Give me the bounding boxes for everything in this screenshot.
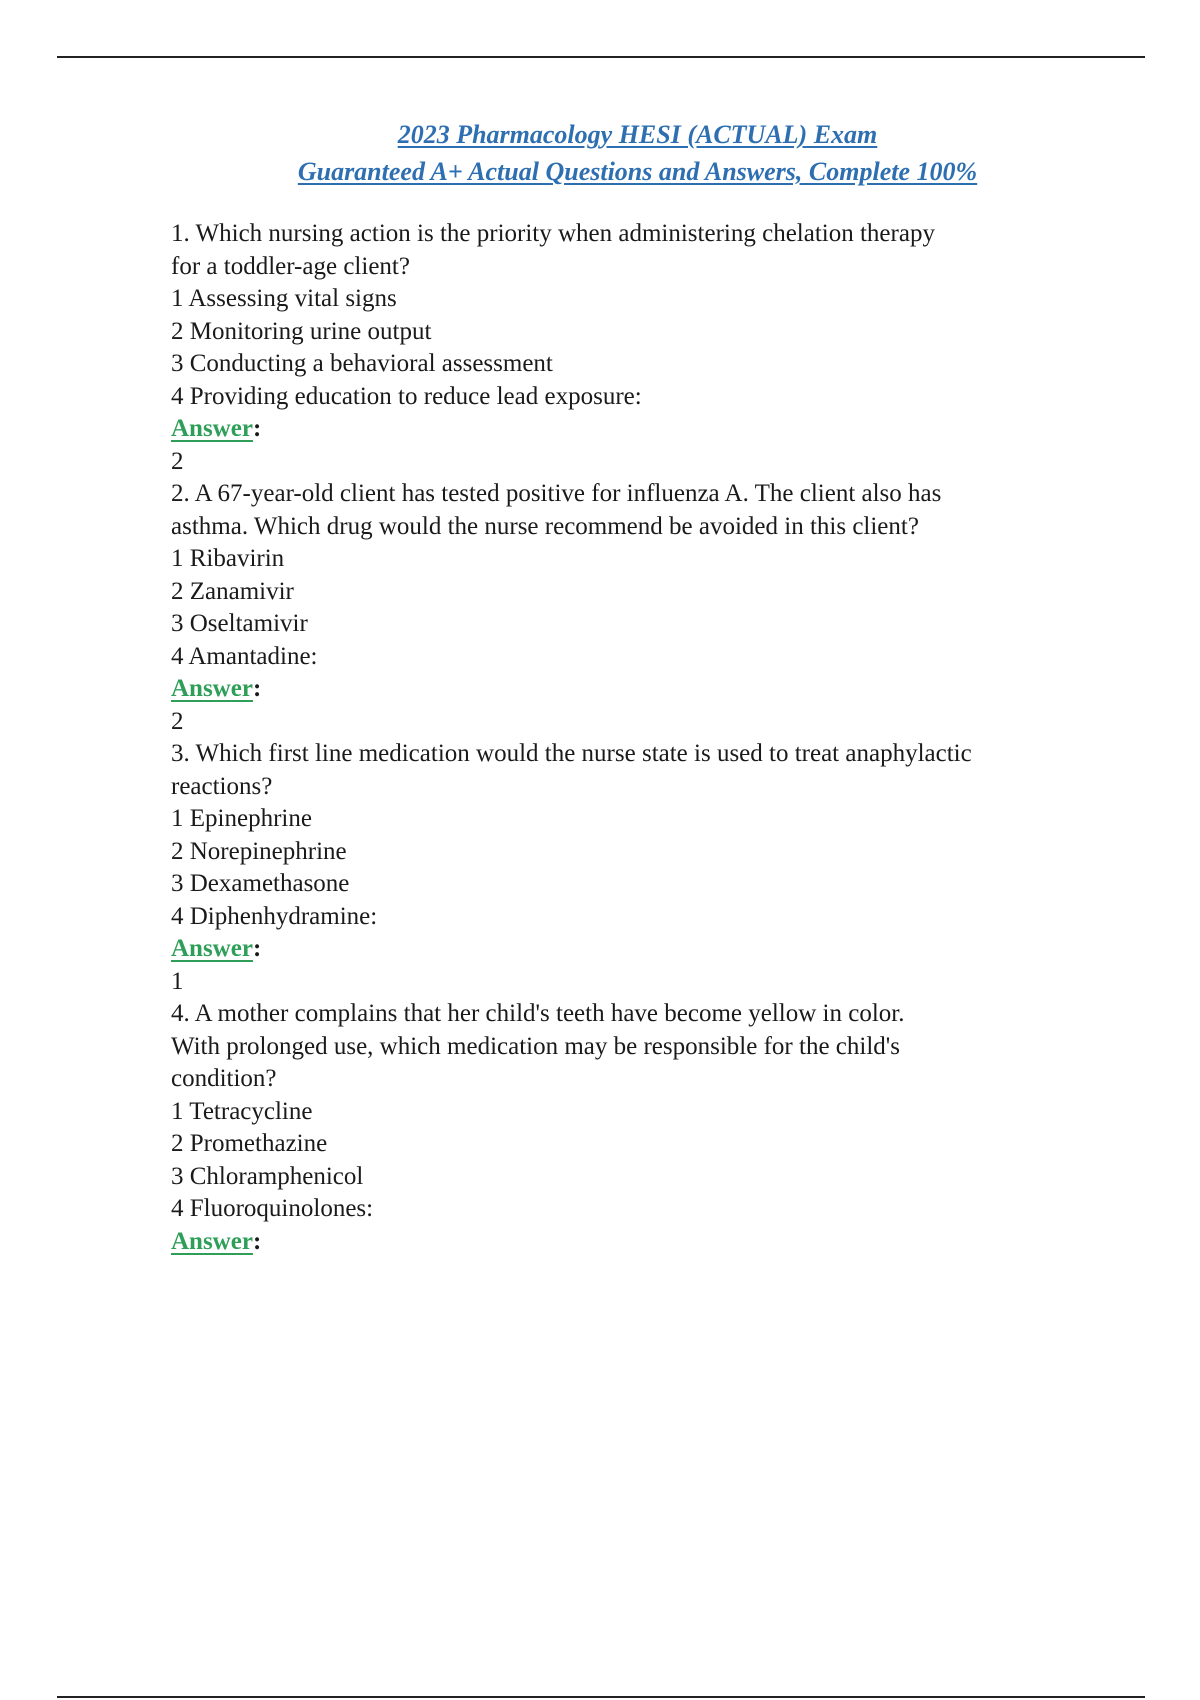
answer-label-word: Answer <box>171 675 253 702</box>
answer-label-word: Answer <box>171 1227 253 1255</box>
question-text: 2. A 67-year-old client has tested positive for influenza A. The client also has <box>171 480 942 507</box>
question-text: 1. Which nursing action is the priority when administering chelation therapy <box>171 220 935 247</box>
answer-label: Answer: <box>171 675 262 702</box>
option: 1 Epinephrine <box>171 805 312 832</box>
title-line-1[interactable]: 2023 Pharmacology HESI (ACTUAL) Exam <box>397 120 878 149</box>
option: 3 Conducting a behavioral assessment <box>171 350 553 377</box>
option: 1 Tetracycline <box>171 1097 313 1125</box>
question-text: 3. Which first line medication would the nurse state is used to treat anaphylactic <box>171 740 972 767</box>
option: 4 Diphenhydramine: <box>171 902 378 930</box>
option: 2 Monitoring urine output <box>171 317 432 345</box>
option: 3 Oseltamivir <box>171 610 308 637</box>
question-text: 4. A mother complains that her child's teeth have become yellow in color. <box>171 1000 905 1027</box>
option: 2 Zanamivir <box>171 577 294 605</box>
answer-value: 1 <box>171 967 184 995</box>
option: 1 Ribavirin <box>171 545 285 572</box>
option: 3 Dexamethasone <box>171 870 350 897</box>
answer-label: Answer: <box>171 935 262 962</box>
question-3 <box>171 738 1091 998</box>
answer-label: Answer: <box>171 1227 262 1255</box>
title-line-2[interactable]: Guaranteed A+ Actual Questions and Answers, Complete 100% <box>297 157 978 186</box>
question-list <box>171 218 1091 1258</box>
question-text: for a toddler-age client? <box>171 252 410 280</box>
bottom-rule <box>57 1696 1145 1698</box>
question-1 <box>171 218 1091 478</box>
answer-label-word: Answer <box>171 415 253 442</box>
document-title <box>0 116 1200 190</box>
option: 1 Assessing vital signs <box>171 285 397 312</box>
question-text: With prolonged use, which medication may be responsible for the child's <box>171 1032 901 1060</box>
option: 2 Norepinephrine <box>171 837 347 865</box>
answer-value: 2 <box>171 447 184 475</box>
question-text: reactions? <box>171 772 273 800</box>
option: 2 Promethazine <box>171 1130 328 1157</box>
option: 4 Amantadine: <box>171 642 318 670</box>
question-text: condition? <box>171 1065 277 1092</box>
option: 4 Providing education to reduce lead exposure: <box>171 382 642 410</box>
answer-label: Answer: <box>171 415 262 442</box>
question-text: asthma. Which drug would the nurse recommend be avoided in this client? <box>171 512 919 540</box>
question-4 <box>171 998 1091 1258</box>
top-rule <box>57 56 1145 58</box>
option: 4 Fluoroquinolones: <box>171 1195 374 1222</box>
option: 3 Chloramphenicol <box>171 1162 364 1190</box>
answer-label-word: Answer <box>171 935 253 962</box>
answer-value: 2 <box>171 707 184 735</box>
question-2 <box>171 478 1091 738</box>
